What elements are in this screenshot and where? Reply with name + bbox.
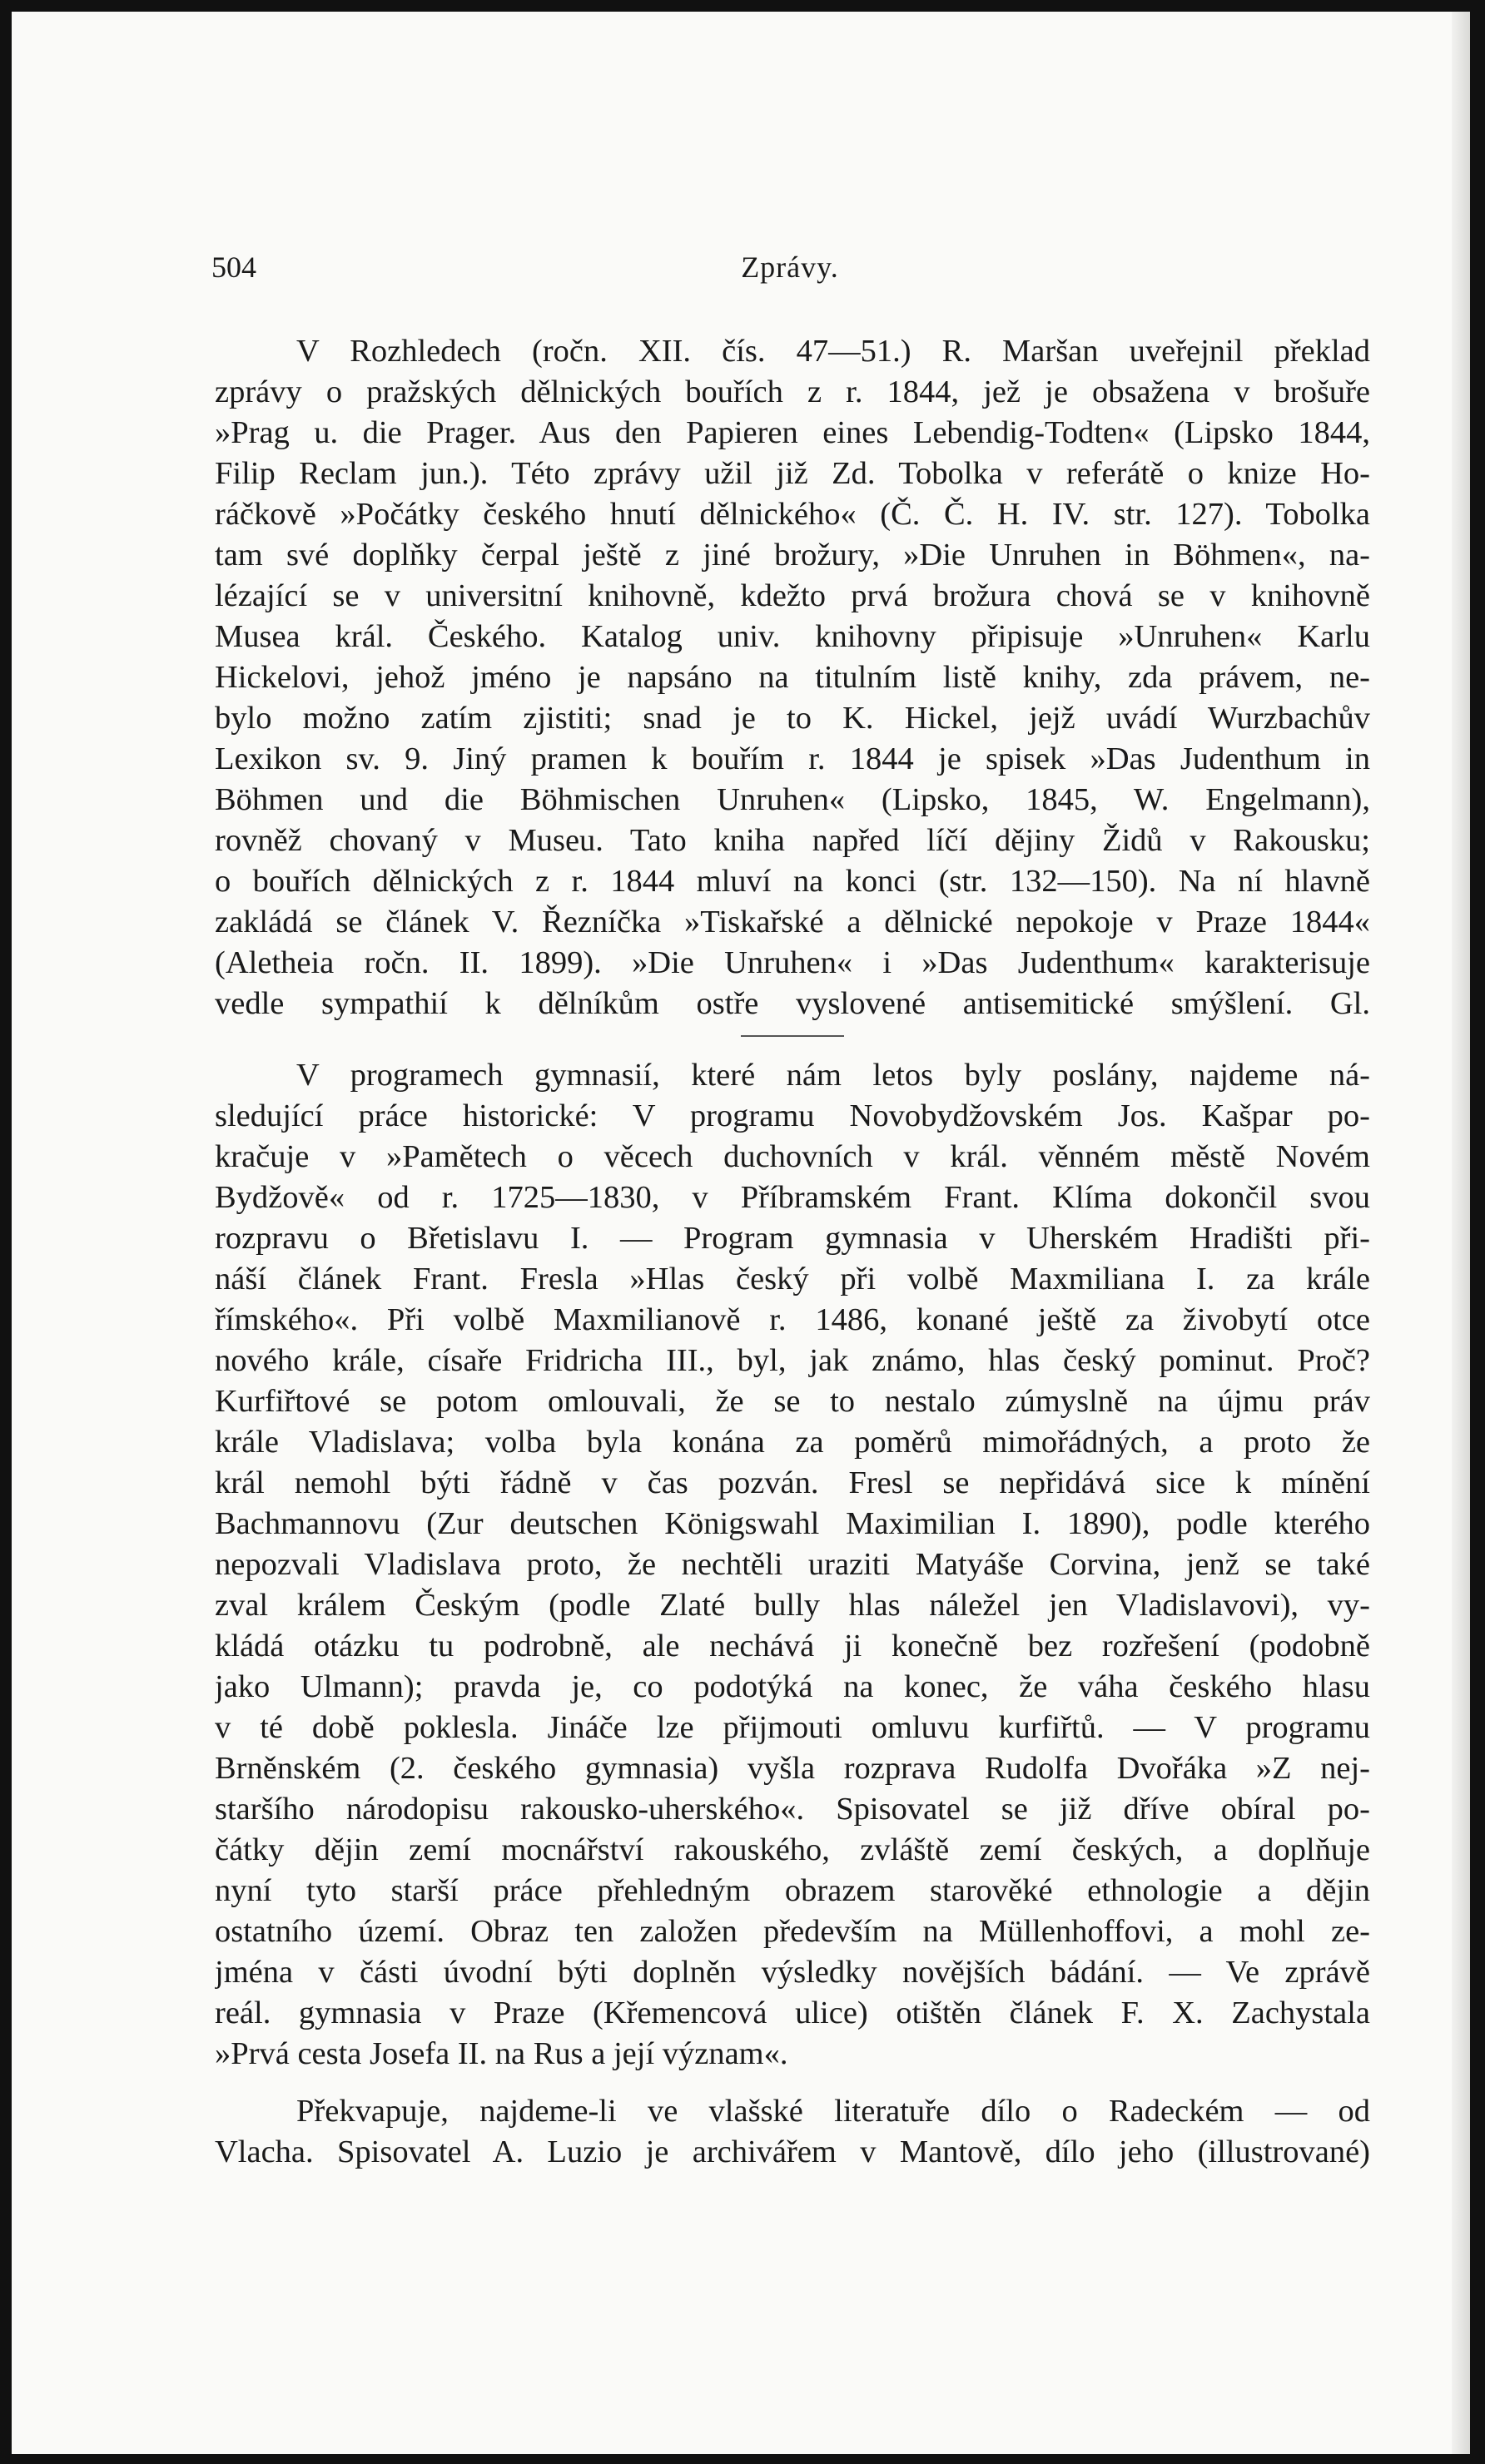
- text-line: sledující práce historické: V programu Novobydžovském Jos. Kašpar po-: [215, 1098, 1370, 1133]
- running-title: Zprávy.: [741, 250, 839, 284]
- text-line: náší článek Frant. Fresla »Hlas český při volbě Maxmiliana I. za krále: [215, 1262, 1370, 1296]
- body-text: [215, 331, 1370, 2173]
- text-line: rozpravu o Břetislavu I. — Program gymnasia v Uherském Hradišti při-: [215, 1221, 1370, 1256]
- paragraph-gymnasium-programs: [215, 1055, 1370, 2075]
- text-line: lézající se v universitní knihovně, kdežto prvá brožura chová se v knihovně: [215, 578, 1370, 613]
- section-divider: [741, 1035, 844, 1037]
- text-line: Filip Reclam jun.). Této zprávy užil již Zd. Tobolka v referátě o knize Ho-: [215, 456, 1370, 491]
- text-line: o bouřích dělnických z r. 1844 mluví na konci (str. 132—150). Na ní hlavně: [215, 864, 1370, 899]
- text-line: tam své doplňky čerpal ještě z jiné brožury, »Die Unruhen in Böhmen«, na-: [215, 538, 1370, 573]
- text-line: V Rozhledech (ročn. XII. čís. 47—51.) R. Maršan uveřejnil překlad: [296, 334, 1370, 369]
- text-line: »Prag u. die Prager. Aus den Papieren eines Lebendig-Todten« (Lipsko 1844,: [215, 415, 1370, 450]
- paragraph-radecky-book: [215, 2091, 1370, 2173]
- page-edge-shadow: [1452, 12, 1470, 2454]
- text-line: »Prvá cesta Josefa II. na Rus a její význam«.: [215, 2036, 788, 2071]
- text-line: bylo možno zatím zjistiti; snad je to K. Hickel, jejž uvádí Wurzbachův: [215, 701, 1370, 736]
- paragraph-gap: [215, 2075, 1370, 2091]
- text-line: kračuje v »Pamětech o věcech duchovních v král. věnném městě Novém: [215, 1139, 1370, 1174]
- page-number: 504: [211, 250, 256, 284]
- text-line: krále Vladislava; volba byla konána za poměrů mimořádných, a proto že: [215, 1425, 1370, 1460]
- text-line: Lexikon sv. 9. Jiný pramen k bouřím r. 1844 je spisek »Das Judenthum in: [215, 741, 1370, 776]
- text-line: římského«. Při volbě Maxmilianově r. 1486, konané ještě za živobytí otce: [215, 1302, 1370, 1337]
- text-line: nového krále, císaře Fridricha III., byl, jak známo, hlas český pominut. Proč?: [215, 1343, 1370, 1378]
- text-line: zprávy o pražských dělnických bouřích z r. 1844, jež je obsažena v brošuře: [215, 374, 1370, 409]
- text-line: Překvapuje, najdeme-li ve vlašské literatuře dílo o Radeckém — od: [296, 2094, 1370, 2129]
- text-line: staršího národopisu rakousko-uherského«. Spisovatel se již dříve obíral po-: [215, 1792, 1370, 1827]
- text-line: ráčkově »Počátky českého hnutí dělnického« (Č. Č. H. IV. str. 127). Tobolka: [215, 497, 1370, 532]
- text-line: Bydžově« od r. 1725—1830, v Příbramském Frant. Klíma dokončil svou: [215, 1180, 1370, 1215]
- text-line: nyní tyto starší práce přehledným obrazem starověké ethnologie a dějin: [215, 1873, 1370, 1908]
- text-line: (Aletheia ročn. II. 1899). »Die Unruhen« i »Das Judenthum« karakterisuje: [215, 945, 1370, 980]
- text-line: král nemohl býti řádně v čas pozván. Fresl se nepřidává sice k mínění: [215, 1465, 1370, 1500]
- text-line: nepozvali Vladislava proto, že nechtěli uraziti Matyáše Corvina, jenž se také: [215, 1547, 1370, 1582]
- text-line: Brněnském (2. českého gymnasia) vyšla rozprava Rudolfa Dvořáka »Z nej-: [215, 1751, 1370, 1786]
- text-line: V programech gymnasií, které nám letos byly poslány, najdeme ná-: [296, 1058, 1370, 1093]
- text-line: čátky dějin zemí mocnářství rakouského, zvláště zemí českých, a doplňuje: [215, 1832, 1370, 1867]
- text-line: vedle sympathií k dělníkům ostře vyslovené antisemitické smýšlení. Gl.: [215, 986, 1370, 1021]
- text-line: jména v části úvodní býti doplněn výsledky novějších bádání. — Ve zprávě: [215, 1955, 1370, 1990]
- text-line: Kurfiřtové se potom omlouvali, že se to nestalo zúmyslně na újmu práv: [215, 1384, 1370, 1419]
- text-line: kládá otázku tu podrobně, ale nechává ji konečně bez rozřešení (podobně: [215, 1629, 1370, 1663]
- text-line: v té době poklesla. Jináče lze přijmouti omluvu kurfiřtů. — V programu: [215, 1710, 1370, 1745]
- text-line: Bachmannovu (Zur deutschen Königswahl Maximilian I. 1890), podle kterého: [215, 1506, 1370, 1541]
- text-line: jako Ulmann); pravda je, co podotýká na konec, že váha českého hlasu: [215, 1669, 1370, 1704]
- text-line: zakládá se článek V. Řezníčka »Tiskařské a dělnické nepokoje v Praze 1844«: [215, 905, 1370, 939]
- text-line: zval králem Českým (podle Zlaté bully hlas náležel jen Vladislavovi), vy-: [215, 1588, 1370, 1623]
- text-line: rovněž chovaný v Museu. Tato kniha napřed líčí dějiny Židů v Rakousku;: [215, 823, 1370, 858]
- text-line: Hickelovi, jehož jméno je napsáno na titulním listě knihy, zda právem, ne-: [215, 660, 1370, 695]
- text-line: ostatního území. Obraz ten založen především na Müllenhoffovi, a mohl ze-: [215, 1914, 1370, 1949]
- text-line: Musea král. Českého. Katalog univ. knihovny připisuje »Unruhen« Karlu: [215, 619, 1370, 654]
- text-line: Vlacha. Spisovatel A. Luzio je archivářem v Mantově, dílo jeho (illustrované): [215, 2134, 1370, 2169]
- page-header: [191, 250, 1388, 300]
- paragraph-worker-riots: [215, 331, 1370, 1024]
- text-line: reál. gymnasia v Praze (Křemencová ulice) otištěn článek F. X. Zachystala: [215, 1995, 1370, 2030]
- text-line: Böhmen und die Böhmischen Unruhen« (Lipsko, 1845, W. Engelmann),: [215, 782, 1370, 817]
